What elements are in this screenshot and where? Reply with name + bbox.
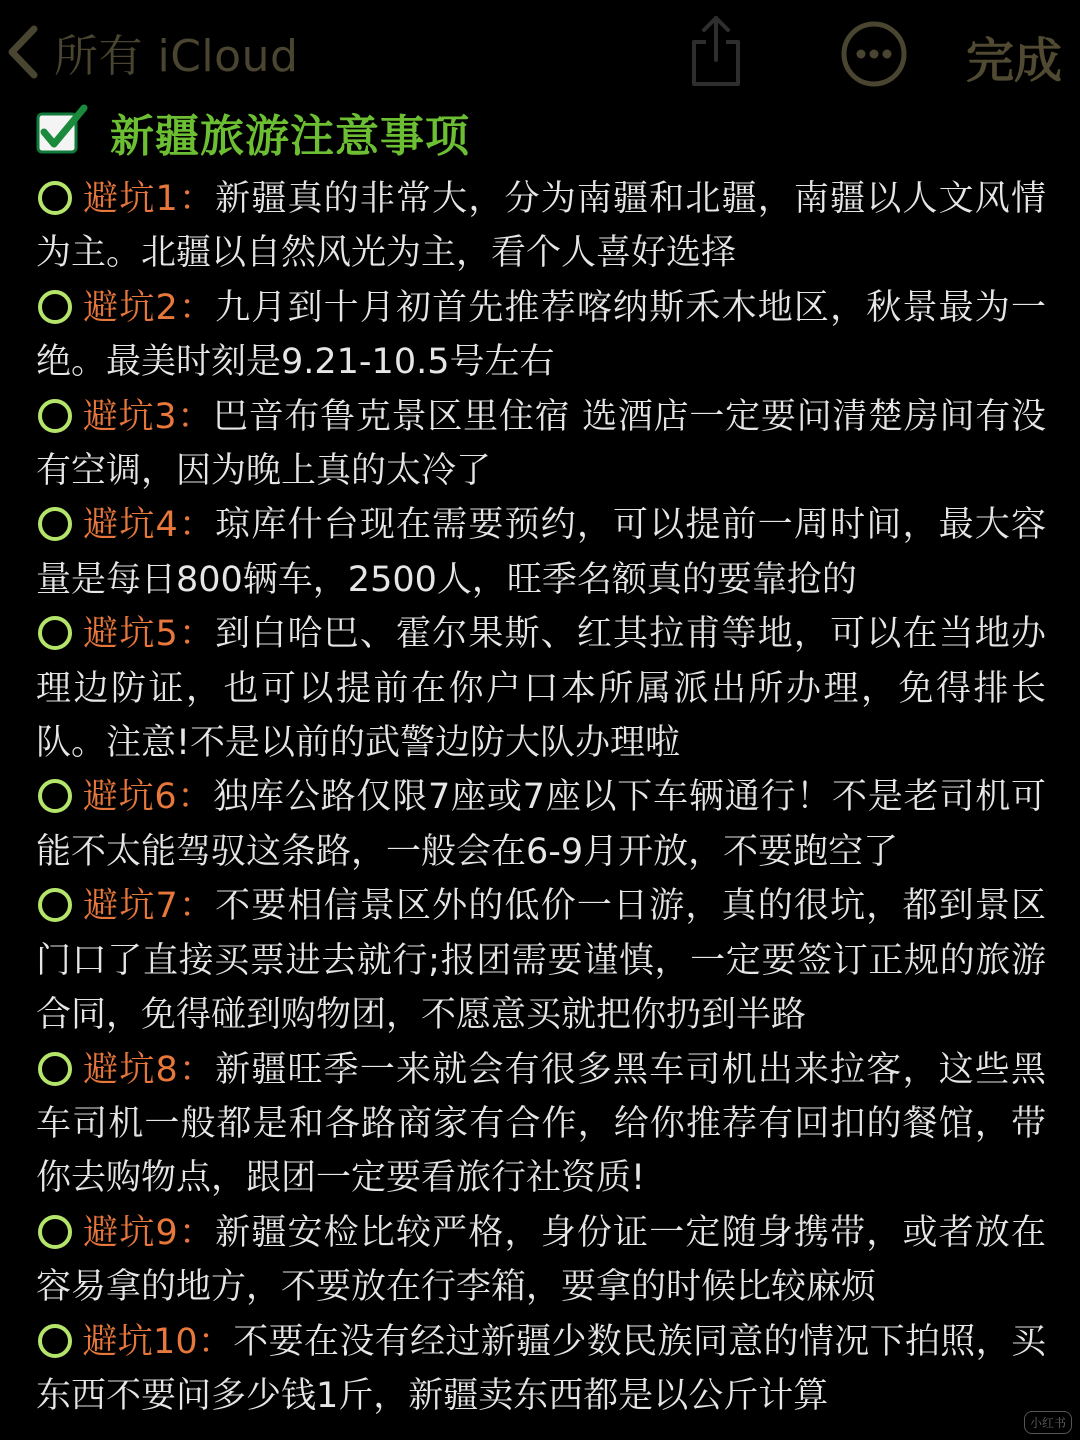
note-body[interactable] (36, 172, 1046, 1423)
circle-bullet-icon (38, 1215, 72, 1249)
share-button[interactable] (686, 12, 746, 88)
list-item (36, 770, 1046, 879)
item-text: 新疆旺季一来就会有很多黑车司机出来拉客，这些黑车司机一般都是和各路商家有合作，给你推荐有回扣的餐馆，带你去购物点，跟团一定要看旅行社资质! (36, 1049, 1046, 1199)
chevron-left-icon (6, 23, 40, 81)
circle-bullet-icon (38, 181, 72, 215)
list-item (36, 1043, 1046, 1206)
item-text: 新疆安检比较严格，身份证一定随身携带，或者放在容易拿的地方，不要放在行李箱，要拿的时候比较麻烦 (36, 1212, 1046, 1308)
list-item (36, 1315, 1046, 1424)
note-title-row (34, 102, 470, 162)
ellipsis-circle-icon (840, 73, 908, 92)
item-label: 避坑8： (82, 1049, 216, 1090)
list-item (36, 498, 1046, 607)
item-text: 独库公路仅限7座或7座以下车辆通行！不是老司机可能不太能驾驭这条路，一般会在6-9月开放，不要跑空了 (36, 777, 1046, 872)
item-label: 避坑1： (82, 179, 216, 219)
note-title: 新疆旅游注意事项 (110, 111, 470, 162)
circle-bullet-icon (38, 1052, 72, 1086)
list-item (36, 607, 1046, 770)
back-label: 所有 iCloud (54, 31, 299, 82)
circle-bullet-icon (38, 888, 72, 922)
item-label: 避坑10： (82, 1321, 234, 1362)
item-text: 新疆真的非常大，分为南疆和北疆，南疆以人文风情为主。北疆以自然风光为主，看个人喜好选择 (36, 179, 1046, 274)
item-label: 避坑4： (82, 505, 216, 546)
list-item (36, 172, 1046, 281)
share-icon (686, 73, 746, 92)
item-text: 九月到十月初首先推荐喀纳斯禾木地区，秋景最为一绝。最美时刻是9.21-10.5号左右 (36, 287, 1046, 383)
checkmark-box-icon (34, 102, 90, 162)
item-text: 不要在没有经过新疆少数民族同意的情况下拍照，买东西不要问多少钱1斤，新疆卖东西都是以公斤计算 (36, 1321, 1046, 1416)
circle-bullet-icon (38, 507, 72, 541)
item-label: 避坑5： (82, 614, 216, 655)
item-label: 避坑2： (82, 287, 216, 328)
item-label: 避坑7： (82, 886, 216, 927)
circle-bullet-icon (38, 1324, 72, 1358)
circle-bullet-icon (38, 290, 72, 324)
navigation-bar (0, 0, 1080, 100)
item-text: 到白哈巴、霍尔果斯、红其拉甫等地，可以在当地办理边防证，也可以提前在你户口本所属派出所办理，免得排长队。注意!不是以前的武警边防大队办理啦 (36, 614, 1046, 764)
more-options-button[interactable] (840, 20, 908, 88)
list-item (36, 281, 1046, 390)
circle-bullet-icon (38, 779, 72, 813)
done-button[interactable]: 完成 (966, 33, 1063, 89)
item-text: 巴音布鲁克景区里住宿 选酒店一定要问清楚房间有没有空调，因为晚上真的太冷了 (36, 396, 1046, 492)
item-label: 避坑9： (82, 1212, 216, 1253)
watermark: 小红书 (1024, 1411, 1072, 1434)
item-text: 琼库什台现在需要预约，可以提前一周时间，最大容量是每日800辆车，2500人，旺季名额真的要靠抢的 (36, 505, 1046, 600)
item-label: 避坑3： (82, 396, 213, 437)
list-item (36, 879, 1046, 1042)
back-button[interactable] (6, 20, 298, 84)
item-label: 避坑6： (82, 777, 214, 818)
list-item (36, 390, 1046, 499)
list-item (36, 1206, 1046, 1315)
circle-bullet-icon (38, 399, 72, 433)
circle-bullet-icon (38, 616, 72, 650)
item-text: 不要相信景区外的低价一日游，真的很坑，都到景区门口了直接买票进去就行;报团需要谨慎，一定要签订正规的旅游合同，免得碰到购物团，不愿意买就把你扔到半路 (36, 886, 1046, 1036)
